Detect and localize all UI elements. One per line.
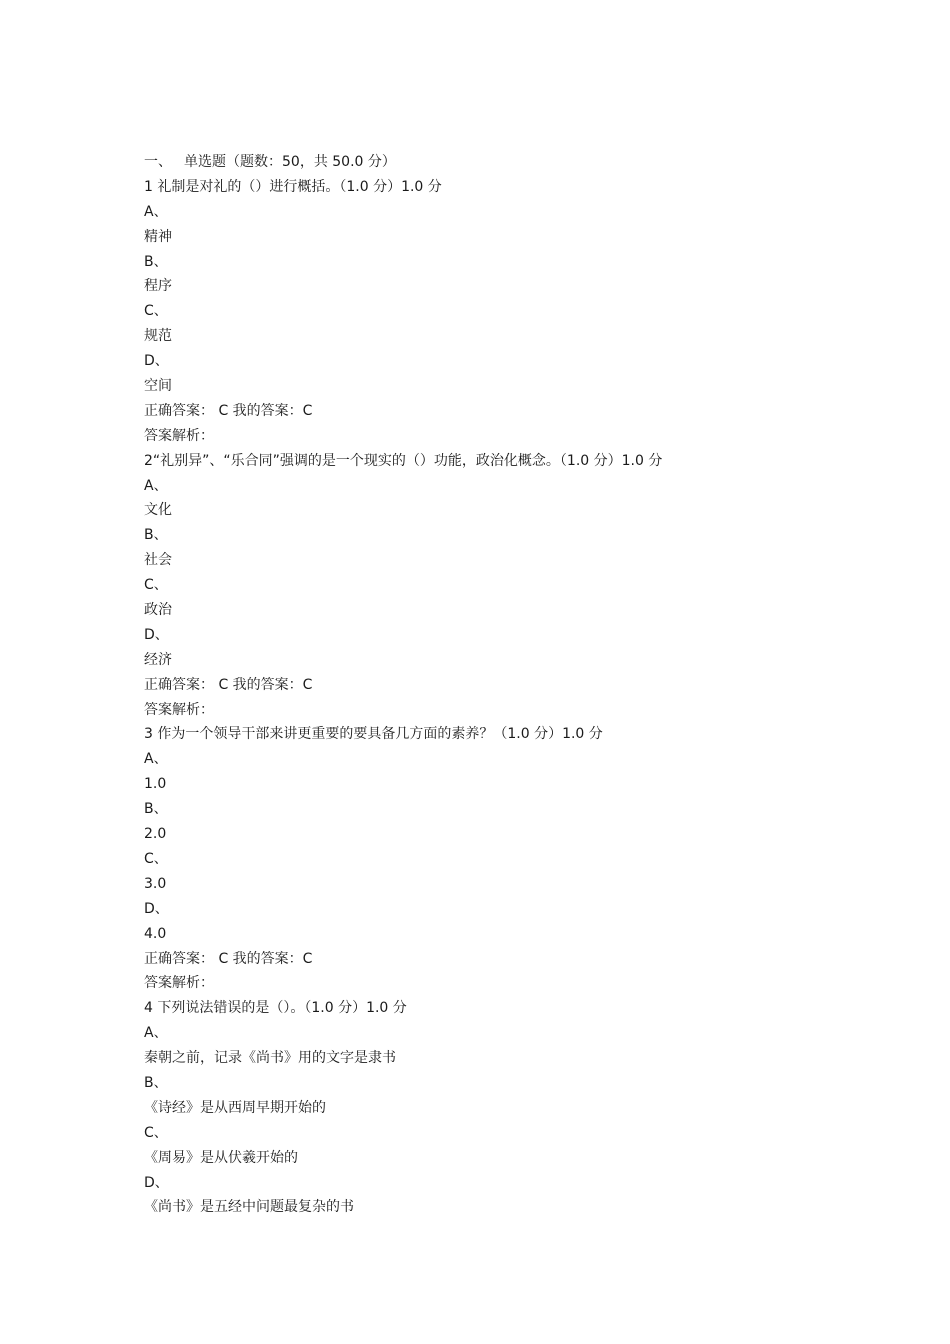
option-label: A、: [144, 477, 168, 494]
option-text: 精神: [144, 228, 172, 245]
option-text: 2.0: [144, 826, 167, 843]
option-text: 程序: [144, 278, 172, 295]
option-text: 文化: [144, 502, 172, 519]
option-label: A、: [144, 751, 168, 768]
option-text: 政治: [144, 602, 172, 619]
option-text: 3.0: [144, 875, 167, 892]
question-stem: 3 作为一个领导干部来讲更重要的要具备几方面的素养？（1.0 分）1.0 分: [144, 726, 603, 743]
answer-line: 正确答案： C 我的答案：C: [144, 676, 313, 693]
option-text: 1.0: [144, 776, 167, 793]
question-stem: 1 礼制是对礼的（）进行概括。（1.0 分）1.0 分: [144, 178, 442, 195]
option-label: C、: [144, 850, 168, 867]
option-label: A、: [144, 1025, 168, 1042]
document-page: [144, 150, 844, 1220]
question-block: [144, 996, 844, 1220]
section-heading: [144, 150, 844, 175]
option-text: 经济: [144, 651, 172, 668]
option-text: 《周易》是从伏羲开始的: [144, 1149, 298, 1166]
option-text: 《尚书》是五经中问题最复杂的书: [144, 1199, 354, 1216]
option-label: C、: [144, 1124, 168, 1141]
section-title: 单选题（题数：50，共 50.0 分）: [184, 154, 396, 170]
option-label: C、: [144, 303, 168, 320]
option-label: A、: [144, 203, 168, 220]
question-block: [144, 449, 844, 723]
analysis-line: 答案解析：: [144, 701, 214, 718]
analysis-line: 答案解析：: [144, 427, 214, 444]
answer-line: 正确答案： C 我的答案：C: [144, 402, 313, 419]
question-stem: 4 下列说法错误的是（）。（1.0 分）1.0 分: [144, 1000, 407, 1017]
option-text: 4.0: [144, 925, 167, 942]
analysis-line: 答案解析：: [144, 975, 214, 992]
answer-line: 正确答案： C 我的答案：C: [144, 950, 313, 967]
option-text: 社会: [144, 552, 172, 569]
option-text: 空间: [144, 378, 172, 395]
option-label: D、: [144, 900, 169, 917]
option-text: 秦朝之前，记录《尚书》用的文字是隶书: [144, 1050, 396, 1067]
question-block: [144, 175, 844, 449]
option-label: B、: [144, 1074, 168, 1091]
question-stem: 2“礼别异”、“乐合同”强调的是一个现实的（）功能，政治化概念。（1.0 分）1.0 分: [144, 452, 663, 469]
option-label: B、: [144, 527, 168, 544]
question-block: [144, 722, 844, 996]
option-label: B、: [144, 801, 168, 818]
option-label: D、: [144, 626, 169, 643]
option-label: C、: [144, 577, 168, 594]
option-label: B、: [144, 253, 168, 270]
option-label: D、: [144, 1174, 169, 1191]
section-number: 一、: [144, 154, 172, 170]
option-label: D、: [144, 353, 169, 370]
option-text: 《诗经》是从西周早期开始的: [144, 1099, 326, 1116]
option-text: 规范: [144, 328, 172, 345]
